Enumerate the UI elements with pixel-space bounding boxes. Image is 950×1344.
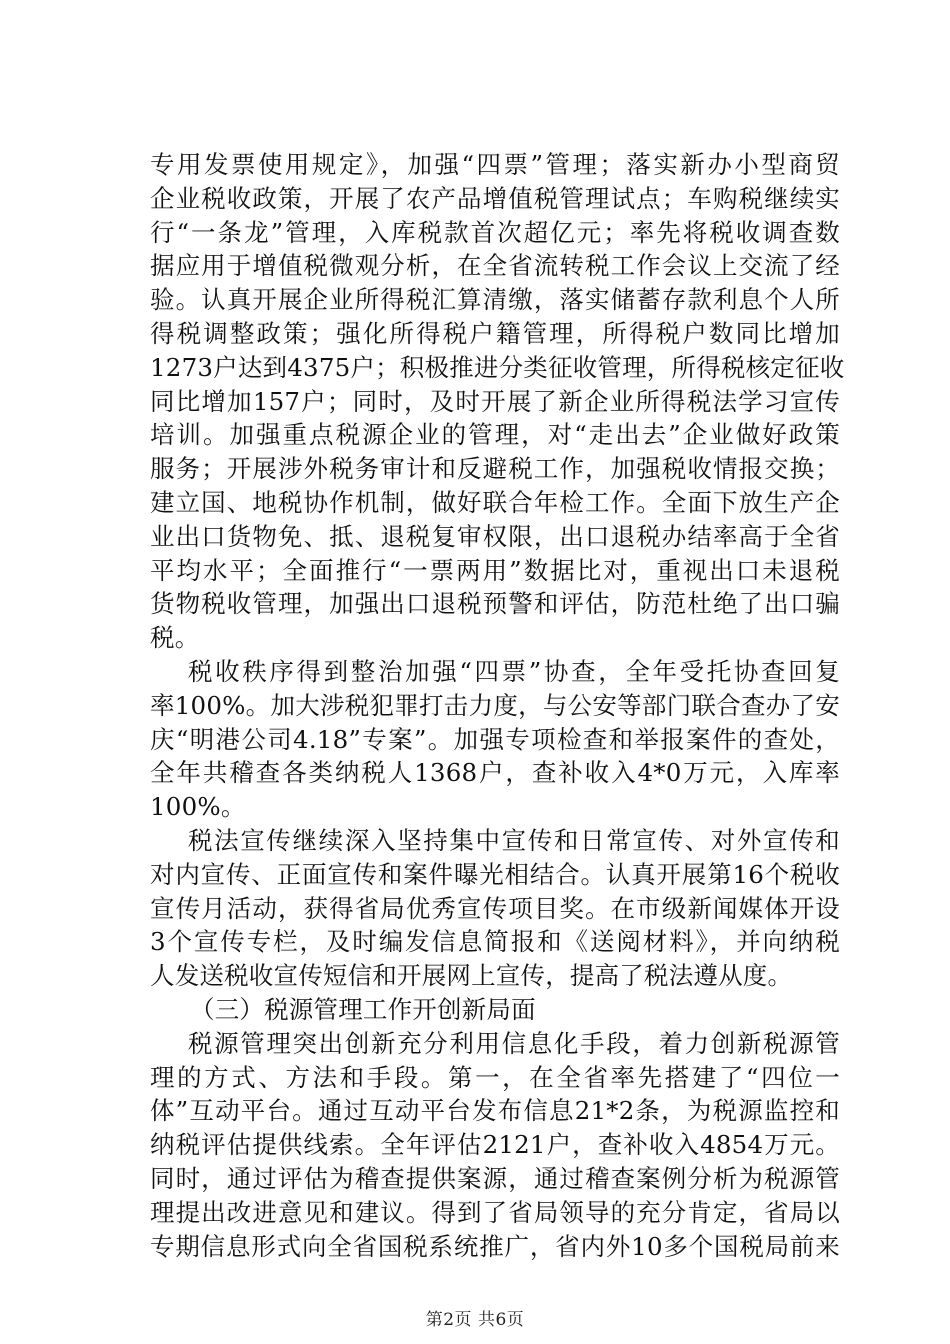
text-line: 建立国、地税协作机制，做好联合年检工作。全面下放生产企 [150, 487, 840, 517]
text-line: 庆“明港公司4.18”专案”。加强专项检查和举报案件的查处， [150, 724, 840, 754]
document-body [150, 148, 845, 1263]
text-line: 人发送税收宣传短信和开展网上宣传，提高了税法遵从度。 [150, 961, 793, 991]
text-line: 服务；开展涉外税务审计和反避税工作，加强税收情报交换； [150, 454, 840, 484]
text-line: 得税调整政策；强化所得税户籍管理，所得税户数同比增加 [150, 318, 840, 348]
text-line: 培训。加强重点税源企业的管理，对“走出去”企业做好政策 [150, 420, 840, 450]
text-line: 宣传月活动，获得省局优秀宣传项目奖。在市级新闻媒体开设 [150, 893, 840, 923]
text-line: 理的方式、方法和手段。第一，在全省率先搭建了“四位一 [150, 1062, 840, 1092]
text-line: 体”互动平台。通过互动平台发布信息21*2条，为税源监控和 [150, 1096, 840, 1126]
paragraph-tax-source-management [150, 1027, 840, 1264]
text-line: 货物税收管理，加强出口退税预警和评估，防范杜绝了出口骗 [150, 589, 840, 619]
text-line: 平均水平；全面推行“一票两用”数据比对，重视出口未退税 [150, 555, 840, 585]
text-line: 专用发票使用规定》，加强“四票”管理；落实新办小型商贸 [150, 150, 840, 179]
text-line: 行“一条龙”管理，入库税款首次超亿元；率先将税收调查数 [150, 217, 840, 247]
text-line: 税源管理突出创新充分利用信息化手段，着力创新税源管 [188, 1028, 840, 1058]
paragraph-tax-management [150, 148, 845, 655]
text-line: 税收秩序得到整治加强“四票”协查，全年受托协查回复 [188, 656, 840, 686]
text-line: 100%。 [150, 792, 246, 822]
text-line: 据应用于增值税微观分析，在全省流转税工作会议上交流了经 [150, 251, 840, 281]
text-line: 纳税评估提供线索。全年评估2121户，查补收入4854万元。 [150, 1130, 840, 1160]
text-line: 业出口货物免、抵、退税复审权限，出口退税办结率高于全省 [150, 521, 840, 551]
text-line: 税法宣传继续深入坚持集中宣传和日常宣传、对外宣传和 [188, 825, 840, 855]
text-line: 企业税收政策，开展了农产品增值税管理试点；车购税继续实 [150, 183, 840, 213]
text-line: 率100%。加大涉税犯罪打击力度，与公安等部门联合查办了安 [150, 690, 840, 720]
paragraph-tax-order [150, 655, 840, 824]
text-line: 理提出改进意见和建议。得到了省局领导的充分肯定，省局以 [150, 1197, 840, 1227]
text-line: 税。 [150, 623, 200, 653]
paragraph-tax-publicity [150, 824, 840, 993]
text-line: 对内宣传、正面宣传和案件曝光相结合。认真开展第16个税收 [150, 859, 840, 889]
text-line: 1273户达到4375户；积极推进分类征收管理，所得税核定征收 [150, 352, 845, 382]
text-line: 验。认真开展企业所得税汇算清缴，落实储蓄存款利息个人所 [150, 285, 840, 315]
text-line: 专期信息形式向全省国税系统推广，省内外10多个国税局前来 [150, 1231, 840, 1261]
text-line: 全年共稽查各类纳税人1368户，查补收入4*0万元，入库率 [150, 758, 840, 788]
page-number-footer: 第2页 共6页 [425, 1310, 525, 1330]
text-line: 同比增加157户；同时，及时开展了新企业所得税法学习宣传 [150, 386, 840, 416]
text-line: 同时，通过评估为稽查提供案源，通过稽查案例分析为税源管 [150, 1163, 840, 1193]
section-heading: （三）税源管理工作开创新局面 [190, 994, 536, 1024]
text-line: 3个宣传专栏，及时编发信息简报和《送阅材料》，并向纳税 [150, 927, 840, 957]
